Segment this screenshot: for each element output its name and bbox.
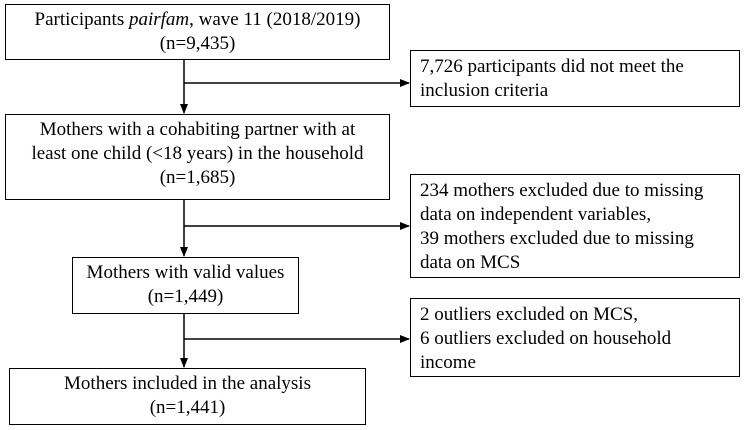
mothers-cohabiting-count: (n=1,685): [159, 167, 236, 188]
exclusion-1-line-1: 7,726 participants did not meet the: [420, 56, 684, 77]
exclusion-box-2: [410, 174, 740, 278]
mothers-included-box: [9, 368, 366, 425]
exclusion-2-line-1: 234 mothers excluded due to missing: [420, 180, 704, 201]
mothers-included-count: (n=1,441): [149, 397, 226, 418]
exclusion-3-line-3: income: [420, 352, 476, 373]
mothers-valid-label: Mothers with valid values: [86, 262, 285, 283]
mothers-cohabiting-line-2: least one child (<18 years) in the household: [31, 143, 364, 164]
mothers-cohabiting-box: [5, 114, 390, 200]
participants-box: [5, 4, 390, 60]
exclusion-1-line-2: inclusion criteria: [420, 80, 549, 101]
mothers-valid-box: [72, 257, 299, 314]
mothers-cohabiting-line-1: Mothers with a cohabiting partner with at: [39, 119, 356, 140]
study-name: pairfam: [128, 9, 190, 30]
participants-title: [6, 8, 389, 32]
exclusion-2-line-4: data on MCS: [420, 252, 521, 273]
participants-prefix: Participants: [34, 9, 129, 30]
participants-suffix: , wave 11 (2018/2019): [189, 9, 361, 30]
exclusion-2-line-2: data on independent variables,: [420, 204, 652, 225]
mothers-included-label: Mothers included in the analysis: [64, 373, 311, 394]
participants-count: (n=9,435): [159, 33, 236, 54]
exclusion-3-line-1: 2 outliers excluded on MCS,: [420, 304, 638, 325]
exclusion-box-3: [410, 298, 740, 377]
exclusion-box-1: [410, 50, 740, 107]
exclusion-2-line-3: 39 mothers excluded due to missing: [420, 228, 694, 249]
exclusion-3-line-2: 6 outliers excluded on household: [420, 328, 672, 349]
mothers-valid-count: (n=1,449): [147, 286, 224, 307]
